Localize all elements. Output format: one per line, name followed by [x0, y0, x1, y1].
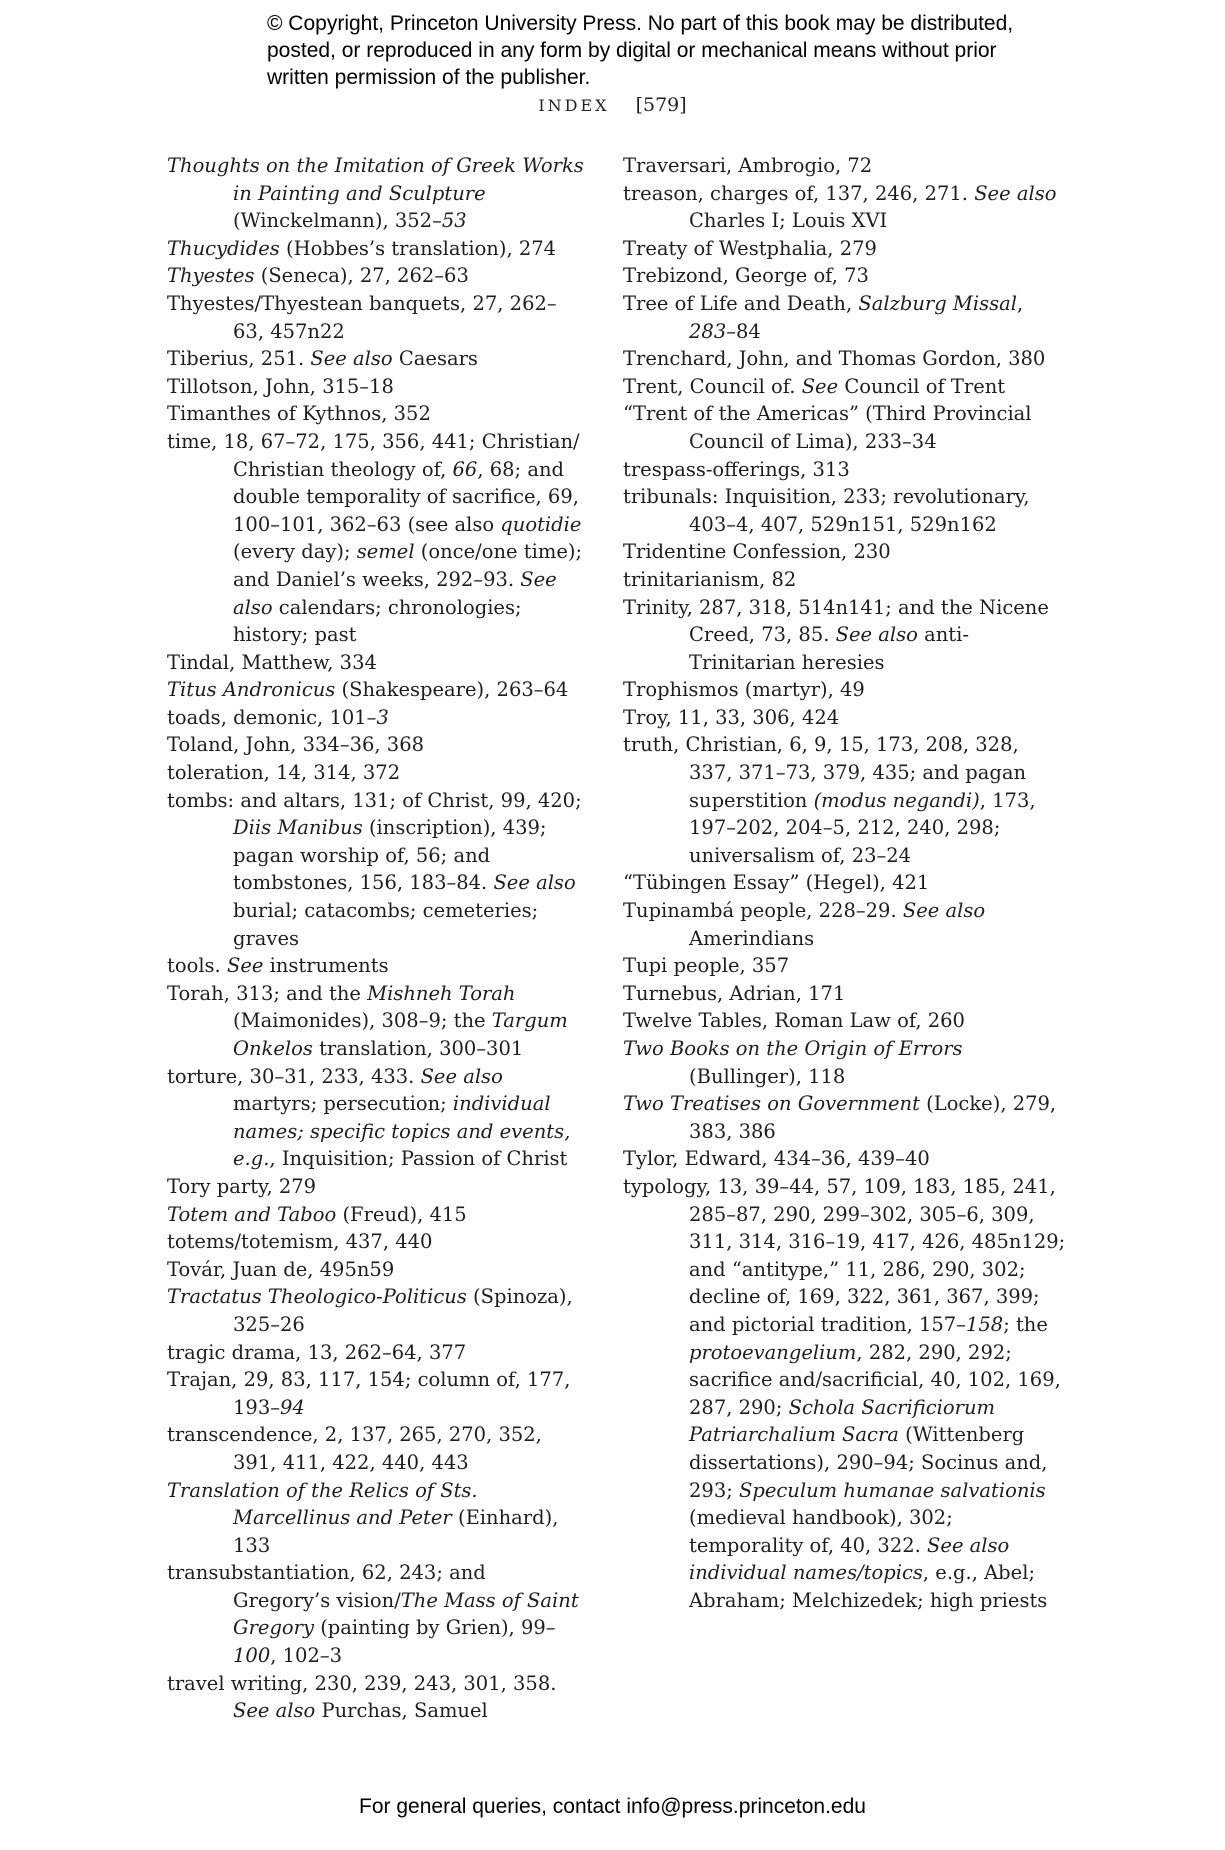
index-entry-text: –84 [726, 319, 761, 343]
section-label: INDEX [538, 96, 610, 115]
index-entry-italic: Totem and Taboo [167, 1202, 337, 1226]
index-entry-italic: Two Treatises on Government [623, 1092, 920, 1116]
index-entry-text: Twelve Tables, Roman Law of, 260 [623, 1009, 965, 1033]
index-entry-text: Trophismos (martyr), 49 [623, 678, 865, 702]
index-entry-text: , Inquisition; Passion of Christ [269, 1147, 568, 1171]
index-entry [167, 704, 587, 732]
index-entry [623, 1090, 1068, 1145]
index-entry [623, 400, 1068, 455]
index-entry [623, 483, 1068, 538]
index-entry-text: , [1017, 291, 1024, 315]
index-entry [623, 456, 1068, 484]
index-entry-italic: Thucydides [167, 236, 280, 260]
index-entry [623, 1173, 1068, 1615]
index-entry-text: Trenchard, John, and Thomas Gordon, 380 [623, 347, 1046, 371]
running-head [0, 93, 1225, 118]
index-entry [167, 1477, 587, 1560]
index-entry-text: , 173, 197–202, 204–5, 212, 240, 298; universalism of, 23–24 [689, 788, 1036, 867]
page-number: [579] [635, 94, 687, 116]
index-entry [623, 180, 1068, 235]
index-entry [167, 980, 587, 1063]
index-entry-text: Tupi people, 357 [623, 954, 790, 978]
index-entry-italic: Mishneh Torah [367, 981, 516, 1005]
index-entry-text: travel writing, 230, 239, 243, 301, 358. [167, 1671, 557, 1695]
index-entry-italic: See also [974, 181, 1057, 205]
index-entry-italic: Two Books on the Origin of Errors [623, 1037, 963, 1060]
index-entry-text: Purchas, Samuel [315, 1699, 488, 1723]
index-column-left [167, 152, 587, 1725]
index-entry [623, 538, 1068, 566]
index-entry [623, 1035, 1068, 1090]
index-entry-text: Tupinambá people, 228–29. [623, 899, 903, 923]
index-entry-text: anti-Trinitarian heresies [689, 623, 969, 674]
index-entry-text: Turnebus, Adrian, 171 [623, 981, 846, 1005]
index-entry-italic: Tractatus Theologico-Politicus [167, 1285, 467, 1309]
index-entry-text: (every day); [233, 540, 357, 564]
index-entry-text: , 102–3 [270, 1644, 343, 1668]
index-entry-text: burial; catacombs; cemeteries; graves [233, 899, 539, 950]
index-entry-text: Tillotson, John, 315–18 [167, 374, 394, 398]
index-entry-text: typology, 13, 39–44, 57, 109, 183, 185, 241, 285–87, 290, 299–302, 305–6, 309, 311, 314, 316–19, 417, 426, 485n129; and “antitype,” 11, 286, 290, 302; decline of, 169, 322, 361, 367, 399; and pictorial tradition, 157– [623, 1174, 1066, 1336]
index-entry-text: Toland, John, 334–36, 368 [167, 733, 425, 757]
index-entry-text: Tiberius, 251. [167, 347, 311, 371]
index-entry [167, 1256, 587, 1284]
index-entry-text: (medieval handbook), 302; temporality of, 40, 322. [689, 1506, 953, 1557]
index-entry-italic: See also [902, 899, 986, 923]
index-entry-text: time, 18, 67–72, 175, 356, 441; Christian/ Christian theology of, [167, 429, 580, 481]
index-entry [623, 952, 1068, 980]
index-entry-text: trinitarianism, 82 [623, 567, 797, 591]
index-entry-text: ; the [1003, 1312, 1048, 1336]
index-entry-text: Charles I; Louis XVI [689, 209, 888, 233]
index-entry-italic: 66 [452, 457, 478, 481]
index-entry-text: Trent, Council of. [623, 374, 802, 398]
index-entry [167, 787, 587, 953]
index-entry [167, 373, 587, 401]
index-entry-italic: 94 [279, 1395, 305, 1419]
index-entry-italic: 3 [376, 705, 389, 729]
index-entry [623, 1145, 1068, 1173]
index-entry-italic: Targum Onkelos [233, 1009, 568, 1060]
index-entry-text: Traversari, Ambrogio, 72 [623, 154, 873, 177]
index-entry-text: (Seneca), 27, 262–63 [254, 264, 469, 288]
index-entry-italic: See [801, 374, 839, 398]
index-entry-text: “Trent of the Americas” (Third Provincial Council of Lima), 233–34 [623, 402, 1032, 453]
index-entry-text: tragic drama, 13, 262–64, 377 [167, 1340, 467, 1364]
index-entry-text: Továr, Juan de, 495n59 [167, 1257, 395, 1281]
index-entry [623, 345, 1068, 373]
index-entry [623, 235, 1068, 263]
index-entry-text: trespass-offerings, 313 [623, 457, 850, 481]
index-entry-text: (once/one time); and Daniel’s weeks, 292–93. [233, 540, 583, 591]
index-entry-text: totems/totemism, 437, 440 [167, 1230, 433, 1254]
index-entry [623, 373, 1068, 401]
index-entry-text: tribunals: Inquisition, 233; revolutionary, 403–4, 407, 529n151, 529n162 [623, 485, 1030, 536]
index-entry-text: martyrs; persecution; [233, 1092, 453, 1116]
index-entry-text: Tory party, 279 [167, 1174, 317, 1198]
index-entry-text: Torah, 313; and the [167, 981, 368, 1005]
index-entry-text: tools. [167, 954, 227, 978]
index-entry-text: , 282, 290, 292; sacrifice and/sacrificial, 40, 102, 169, 287, 290; [689, 1340, 1061, 1419]
index-entry-italic: Speculum humanae salvationis [739, 1478, 1046, 1502]
index-entry-text: Trebizond, George of, 73 [623, 264, 869, 288]
index-entry-text: (Einhard), 133 [233, 1506, 559, 1557]
index-entry-text: (Maimonides), 308–9; the [233, 1009, 492, 1033]
index-entry [167, 428, 587, 649]
index-entry-text: “Tübingen Essay” (Hegel), 421 [623, 871, 930, 895]
index-entry [623, 262, 1068, 290]
index-entry-text: calendars; chronologies; history; past [233, 595, 522, 647]
index-entry [623, 980, 1068, 1008]
index-entry-text: Tylor, Edward, 434–36, 439–40 [623, 1147, 930, 1171]
footer-contact: For general queries, contact info@press.princeton.edu [359, 1795, 866, 1818]
index-entry-italic: The Mass of Saint Gregory [233, 1588, 579, 1640]
index-entry-text: (Spinoza), 325–26 [233, 1285, 573, 1336]
index-entry [167, 400, 587, 428]
index-entry [167, 952, 587, 980]
index-entry [623, 594, 1068, 677]
index-entry-text: (Freud), 415 [336, 1202, 467, 1226]
index-entry [167, 1063, 587, 1173]
index-entry [167, 262, 587, 290]
index-entry-italic: 53 [441, 209, 467, 233]
index-entry [623, 869, 1068, 897]
index-entry-italic: 100 [233, 1644, 271, 1668]
index-entry-text: Trinity, 287, 318, 514n141; and the Nicene Creed, 73, 85. [623, 595, 1049, 647]
index-entry-italic: semel [356, 540, 415, 564]
index-entry [623, 1007, 1068, 1035]
index-entry-italic: See also [310, 347, 393, 371]
index-entry-italic: individual names; specific topics and events, e.g. [233, 1092, 571, 1171]
index-entry-italic: quotidie [500, 512, 582, 536]
index-entry-italic: protoevangelium [689, 1340, 857, 1364]
index-entry-text: , 68; and double temporality of sacrifice, 69, 100–101, 362–63 (see also [233, 457, 579, 536]
index-entry [167, 1339, 587, 1367]
index-entry-text: Timanthes of Kythnos, 352 [167, 402, 431, 426]
index-entry-italic: See [226, 954, 264, 978]
index-entry-text: (Hobbes’s translation), 274 [279, 236, 557, 260]
index-entry [167, 1283, 587, 1338]
index-entry-text: toads, demonic, 101– [167, 705, 377, 729]
index-entry-text: Tindal, Matthew, 334 [167, 650, 377, 674]
index-entry-text: , e.g., Abel; Abraham; Melchizedek; high priests [689, 1561, 1048, 1612]
index-entry [167, 1421, 587, 1476]
index-entry-text: Thyestes/Thyestean banquets, 27, 262–63, 457n22 [167, 291, 557, 343]
index-entry-text: toleration, 14, 314, 372 [167, 761, 401, 785]
index-entry-text: Troy, 11, 33, 306, 424 [623, 705, 840, 729]
index-entry-italic: Salzburg Missal [858, 291, 1017, 315]
index-entry-text: transcendence, 2, 137, 265, 270, 352, 391, 411, 422, 440, 443 [167, 1423, 542, 1474]
index-entry-text: (Shakespeare), 263–64 [335, 678, 569, 702]
index-entry [167, 676, 587, 704]
index-entry [167, 1228, 587, 1256]
index-entry [623, 897, 1068, 952]
index-entry-italic: (modus negandi) [813, 788, 980, 812]
index-entry-text: Amerindians [689, 926, 815, 950]
index-entry-text: transubstantiation, 62, 243; and Gregory’s vision/ [167, 1561, 486, 1612]
index-entry [167, 152, 587, 235]
index-entry-text: Tridentine Confession, 230 [623, 540, 891, 564]
index-column-right [623, 152, 1068, 1614]
index-entry-text: treason, charges of, 137, 246, 271. [623, 181, 975, 205]
index-entry-text: translation, 300–301 [312, 1037, 524, 1060]
index-entry [167, 649, 587, 677]
index-entry-text: (inscription), 439; pagan worship of, 56; and tombstones, 156, 183–84. [233, 816, 547, 895]
index-entry [167, 345, 587, 373]
index-entry [167, 1670, 587, 1725]
index-entry-italic: Translation of the Relics of Sts. Marcellinus and Peter [167, 1478, 478, 1530]
index-entry-text: Tree of Life and Death, [623, 291, 859, 315]
index-entry [623, 731, 1068, 869]
index-entry-text: (Wittenberg dissertations), 290–94; Socinus and, 293; [689, 1423, 1048, 1502]
index-entry-text: (Bullinger), 118 [689, 1064, 846, 1088]
index-entry [623, 676, 1068, 704]
index-entry-text: (Locke), 279, 383, 386 [689, 1092, 1057, 1143]
index-entry-italic: See also [233, 567, 557, 619]
index-entry [623, 704, 1068, 732]
index-entry-italic: Schola Sacrificiorum Patriarchalium Sacra [689, 1395, 995, 1447]
index-entry-italic: Thoughts on the Imitation of Greek Works in Painting and Sculpture [167, 154, 584, 205]
index-entry-italic: See also [493, 871, 576, 895]
index-entry-italic: See also [835, 623, 918, 647]
index-entry-italic: Titus Andronicus [167, 678, 336, 702]
index-entry [167, 235, 587, 263]
index-entry [167, 290, 587, 345]
index-entry [167, 1366, 587, 1421]
index-entry-text: Council of Trent [838, 374, 1006, 398]
index-entry-text: tombs: and altars, 131; of Christ, 99, 420; [167, 788, 582, 812]
index-entry [167, 759, 587, 787]
index-entry [167, 731, 587, 759]
index-entry [623, 290, 1068, 345]
index-entry [167, 1559, 587, 1669]
index-entry [167, 1173, 587, 1201]
index-entry [167, 1201, 587, 1229]
index-entry-text: Caesars [392, 347, 478, 371]
index-entry [623, 566, 1068, 594]
index-entry-text: (Winckelmann), 352– [233, 209, 442, 233]
index-entry-text: instruments [263, 954, 389, 978]
copyright-notice: © Copyright, Princeton University Press. No part of this book may be distributed, posted, or reproduced in any form by digital or mechanical means without prior written permission of the publisher. [267, 12, 1014, 89]
index-entry-italic: See also individual names/topics [689, 1533, 1010, 1585]
index-entry-italic: See also [420, 1064, 503, 1088]
index-entry-italic: 283 [689, 319, 727, 343]
index-entry-italic: Thyestes [167, 264, 255, 288]
index-entry [623, 152, 1068, 180]
index-entry-text: truth, Christian, 6, 9, 15, 173, 208, 328, 337, 371–73, 379, 435; and pagan superstition [623, 733, 1027, 812]
index-entry-italic: 158 [965, 1312, 1004, 1336]
index-entry-text: Treaty of Westphalia, 279 [623, 236, 877, 260]
index-entry-italic: See also [233, 1699, 316, 1723]
index-entry-text: (painting by Grien), 99– [314, 1616, 556, 1640]
index-entry-text: Trajan, 29, 83, 117, 154; column of, 177, 193– [167, 1368, 571, 1419]
index-entry-text: torture, 30–31, 233, 433. [167, 1064, 421, 1088]
index-entry-italic: Diis Manibus [233, 816, 363, 840]
